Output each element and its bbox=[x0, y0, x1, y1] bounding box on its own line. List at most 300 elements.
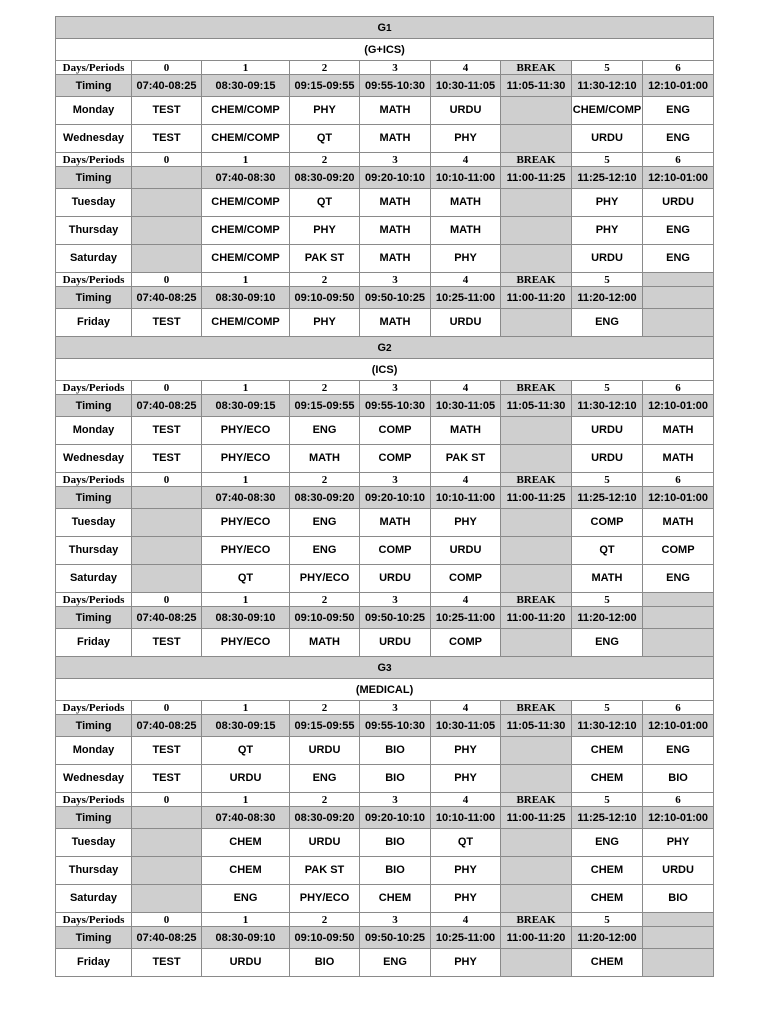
period-number: 6 bbox=[643, 793, 714, 807]
timing-label: Timing bbox=[56, 75, 132, 97]
subject-cell: PHY bbox=[643, 829, 714, 857]
period-number: 4 bbox=[431, 381, 501, 395]
subject-cell bbox=[643, 309, 714, 337]
break-label: BREAK bbox=[501, 273, 572, 287]
day-name: Monday bbox=[56, 737, 132, 765]
subject-cell: MATH bbox=[360, 97, 431, 125]
program-title: (G+ICS) bbox=[56, 39, 714, 61]
break-cell bbox=[501, 189, 572, 217]
days-periods-label: Days/Periods bbox=[56, 793, 132, 807]
day-row bbox=[56, 417, 714, 445]
day-name: Wednesday bbox=[56, 445, 132, 473]
time-slot: 09:15-09:55 bbox=[290, 395, 360, 417]
period-number: 4 bbox=[431, 593, 501, 607]
time-slot: 11:00-11:20 bbox=[501, 607, 572, 629]
timing-label: Timing bbox=[56, 167, 132, 189]
day-name: Tuesday bbox=[56, 829, 132, 857]
days-periods-label: Days/Periods bbox=[56, 153, 132, 167]
subject-cell bbox=[132, 829, 202, 857]
break-cell bbox=[501, 125, 572, 153]
period-number: 1 bbox=[202, 61, 290, 75]
day-row bbox=[56, 765, 714, 793]
period-number: 1 bbox=[202, 913, 290, 927]
subject-cell: MATH bbox=[431, 217, 501, 245]
day-name: Saturday bbox=[56, 565, 132, 593]
period-number: 5 bbox=[572, 61, 643, 75]
group-title-letter: G bbox=[377, 341, 387, 354]
time-slot: 09:10-09:50 bbox=[290, 927, 360, 949]
subject-cell: ENG bbox=[290, 509, 360, 537]
period-number: 2 bbox=[290, 273, 360, 287]
day-name: Thursday bbox=[56, 857, 132, 885]
subject-cell: PHY/ECO bbox=[202, 629, 290, 657]
period-number: 0 bbox=[132, 593, 202, 607]
day-name: Monday bbox=[56, 417, 132, 445]
time-slot: 11:25-12:10 bbox=[572, 167, 643, 189]
group-title bbox=[56, 17, 714, 39]
timing-label: Timing bbox=[56, 715, 132, 737]
time-slot: 11:20-12:00 bbox=[572, 607, 643, 629]
subject-cell: CHEM/COMP bbox=[572, 97, 643, 125]
break-cell bbox=[501, 737, 572, 765]
time-slot: 11:00-11:20 bbox=[501, 287, 572, 309]
periods-row bbox=[56, 593, 714, 607]
subject-cell: PHY bbox=[431, 765, 501, 793]
timing-label: Timing bbox=[56, 395, 132, 417]
period-number: 4 bbox=[431, 913, 501, 927]
timing-row bbox=[56, 607, 714, 629]
period-number: 0 bbox=[132, 793, 202, 807]
break-label: BREAK bbox=[501, 793, 572, 807]
timing-row bbox=[56, 807, 714, 829]
subject-cell: ENG bbox=[643, 125, 714, 153]
subject-cell: BIO bbox=[360, 737, 431, 765]
day-row bbox=[56, 565, 714, 593]
subject-cell: URDU bbox=[202, 949, 290, 977]
timing-row bbox=[56, 75, 714, 97]
period-number: 1 bbox=[202, 701, 290, 715]
timing-label: Timing bbox=[56, 607, 132, 629]
subject-cell: PHY bbox=[431, 885, 501, 913]
time-slot: 12:10-01:00 bbox=[643, 75, 714, 97]
period-number: 0 bbox=[132, 273, 202, 287]
period-number: 1 bbox=[202, 381, 290, 395]
group-title bbox=[56, 657, 714, 679]
time-slot: 11:00-11:25 bbox=[501, 167, 572, 189]
subject-cell: MATH bbox=[360, 245, 431, 273]
subject-cell: PAK ST bbox=[290, 857, 360, 885]
program-title: (MEDICAL) bbox=[56, 679, 714, 701]
period-number: 2 bbox=[290, 61, 360, 75]
period-number bbox=[643, 593, 714, 607]
period-number: 2 bbox=[290, 153, 360, 167]
subject-cell: COMP bbox=[360, 417, 431, 445]
subject-cell: MATH bbox=[643, 445, 714, 473]
time-slot: 10:10-11:00 bbox=[431, 807, 501, 829]
period-number bbox=[643, 913, 714, 927]
time-slot: 11:05-11:30 bbox=[501, 395, 572, 417]
subject-cell: ENG bbox=[643, 565, 714, 593]
time-slot: 07:40-08:25 bbox=[132, 607, 202, 629]
period-number: 6 bbox=[643, 61, 714, 75]
subject-cell: URDU bbox=[572, 417, 643, 445]
subject-cell bbox=[132, 537, 202, 565]
days-periods-label: Days/Periods bbox=[56, 273, 132, 287]
time-slot bbox=[132, 487, 202, 509]
break-cell bbox=[501, 765, 572, 793]
break-cell bbox=[501, 97, 572, 125]
break-label: BREAK bbox=[501, 473, 572, 487]
time-slot: 12:10-01:00 bbox=[643, 167, 714, 189]
subject-cell: MATH bbox=[431, 417, 501, 445]
day-row bbox=[56, 829, 714, 857]
time-slot: 08:30-09:10 bbox=[202, 287, 290, 309]
period-number: 0 bbox=[132, 381, 202, 395]
subject-cell: PHY/ECO bbox=[202, 445, 290, 473]
program-row bbox=[56, 679, 714, 701]
subject-cell bbox=[132, 245, 202, 273]
subject-cell: QT bbox=[202, 737, 290, 765]
period-number: 4 bbox=[431, 473, 501, 487]
time-slot: 10:25-11:00 bbox=[431, 287, 501, 309]
subject-cell: ENG bbox=[290, 417, 360, 445]
group-title-row bbox=[56, 657, 714, 679]
break-label: BREAK bbox=[501, 381, 572, 395]
subject-cell: MATH bbox=[643, 509, 714, 537]
day-row bbox=[56, 217, 714, 245]
time-slot: 10:10-11:00 bbox=[431, 167, 501, 189]
subject-cell: ENG bbox=[290, 765, 360, 793]
subject-cell: COMP bbox=[572, 509, 643, 537]
subject-cell: TEST bbox=[132, 445, 202, 473]
subject-cell: TEST bbox=[132, 309, 202, 337]
subject-cell: MATH bbox=[360, 309, 431, 337]
subject-cell: MATH bbox=[572, 565, 643, 593]
time-slot: 11:00-11:20 bbox=[501, 927, 572, 949]
periods-row bbox=[56, 701, 714, 715]
subject-cell: URDU bbox=[290, 829, 360, 857]
subject-cell: URDU bbox=[643, 857, 714, 885]
day-name: Tuesday bbox=[56, 189, 132, 217]
timing-row bbox=[56, 167, 714, 189]
time-slot: 11:30-12:10 bbox=[572, 715, 643, 737]
break-cell bbox=[501, 509, 572, 537]
period-number: 3 bbox=[360, 793, 431, 807]
period-number: 1 bbox=[202, 793, 290, 807]
time-slot: 12:10-01:00 bbox=[643, 807, 714, 829]
subject-cell: ENG bbox=[643, 97, 714, 125]
day-name: Friday bbox=[56, 949, 132, 977]
subject-cell: CHEM/COMP bbox=[202, 217, 290, 245]
subject-cell: PHY bbox=[290, 309, 360, 337]
period-number: 4 bbox=[431, 701, 501, 715]
subject-cell: CHEM bbox=[572, 949, 643, 977]
subject-cell: MATH bbox=[360, 509, 431, 537]
time-slot: 09:20-10:10 bbox=[360, 487, 431, 509]
break-cell bbox=[501, 629, 572, 657]
break-label: BREAK bbox=[501, 61, 572, 75]
subject-cell bbox=[643, 629, 714, 657]
day-row bbox=[56, 245, 714, 273]
timing-row bbox=[56, 487, 714, 509]
time-slot: 11:25-12:10 bbox=[572, 807, 643, 829]
break-cell bbox=[501, 565, 572, 593]
periods-row bbox=[56, 381, 714, 395]
period-number: 3 bbox=[360, 61, 431, 75]
subject-cell: CHEM bbox=[360, 885, 431, 913]
program-title: (ICS) bbox=[56, 359, 714, 381]
subject-cell: PHY/ECO bbox=[202, 509, 290, 537]
time-slot: 08:30-09:15 bbox=[202, 75, 290, 97]
period-number: 0 bbox=[132, 473, 202, 487]
subject-cell: PHY bbox=[431, 509, 501, 537]
periods-row bbox=[56, 793, 714, 807]
time-slot: 09:50-10:25 bbox=[360, 927, 431, 949]
time-slot: 10:30-11:05 bbox=[431, 75, 501, 97]
periods-row bbox=[56, 473, 714, 487]
day-row bbox=[56, 885, 714, 913]
subject-cell bbox=[132, 189, 202, 217]
time-slot: 11:05-11:30 bbox=[501, 715, 572, 737]
subject-cell: MATH bbox=[360, 189, 431, 217]
day-row bbox=[56, 537, 714, 565]
subject-cell: ENG bbox=[643, 245, 714, 273]
days-periods-label: Days/Periods bbox=[56, 473, 132, 487]
subject-cell: PHY bbox=[431, 857, 501, 885]
break-cell bbox=[501, 829, 572, 857]
subject-cell: CHEM bbox=[202, 829, 290, 857]
subject-cell: PHY bbox=[431, 949, 501, 977]
subject-cell: PHY bbox=[431, 245, 501, 273]
break-cell bbox=[501, 537, 572, 565]
subject-cell: PHY bbox=[431, 125, 501, 153]
period-number: 2 bbox=[290, 473, 360, 487]
subject-cell: QT bbox=[202, 565, 290, 593]
time-slot: 07:40-08:25 bbox=[132, 287, 202, 309]
subject-cell: PHY bbox=[572, 189, 643, 217]
subject-cell: COMP bbox=[431, 565, 501, 593]
days-periods-label: Days/Periods bbox=[56, 61, 132, 75]
subject-cell: PAK ST bbox=[431, 445, 501, 473]
periods-row bbox=[56, 61, 714, 75]
time-slot: 07:40-08:25 bbox=[132, 927, 202, 949]
subject-cell: URDU bbox=[360, 629, 431, 657]
time-slot: 09:55-10:30 bbox=[360, 75, 431, 97]
time-slot: 12:10-01:00 bbox=[643, 715, 714, 737]
time-slot bbox=[643, 927, 714, 949]
subject-cell: CHEM/COMP bbox=[202, 97, 290, 125]
time-slot: 07:40-08:30 bbox=[202, 167, 290, 189]
subject-cell: COMP bbox=[360, 445, 431, 473]
period-number: 2 bbox=[290, 701, 360, 715]
time-slot: 11:30-12:10 bbox=[572, 75, 643, 97]
period-number: 3 bbox=[360, 153, 431, 167]
subject-cell: QT bbox=[290, 125, 360, 153]
subject-cell: URDU bbox=[431, 97, 501, 125]
subject-cell: PHY bbox=[572, 217, 643, 245]
subject-cell bbox=[132, 857, 202, 885]
time-slot bbox=[643, 607, 714, 629]
period-number: 4 bbox=[431, 61, 501, 75]
day-name: Thursday bbox=[56, 537, 132, 565]
subject-cell: PAK ST bbox=[290, 245, 360, 273]
period-number: 4 bbox=[431, 153, 501, 167]
subject-cell: ENG bbox=[202, 885, 290, 913]
break-label: BREAK bbox=[501, 913, 572, 927]
day-row bbox=[56, 857, 714, 885]
subject-cell: TEST bbox=[132, 949, 202, 977]
break-label: BREAK bbox=[501, 153, 572, 167]
subject-cell: URDU bbox=[202, 765, 290, 793]
day-row bbox=[56, 949, 714, 977]
time-slot: 09:15-09:55 bbox=[290, 75, 360, 97]
days-periods-label: Days/Periods bbox=[56, 913, 132, 927]
break-label: BREAK bbox=[501, 701, 572, 715]
subject-cell: ENG bbox=[643, 217, 714, 245]
day-name: Friday bbox=[56, 629, 132, 657]
time-slot: 09:55-10:30 bbox=[360, 715, 431, 737]
day-name: Saturday bbox=[56, 885, 132, 913]
period-number: 5 bbox=[572, 153, 643, 167]
group-title-row bbox=[56, 337, 714, 359]
timing-label: Timing bbox=[56, 927, 132, 949]
break-cell bbox=[501, 949, 572, 977]
group-title bbox=[56, 337, 714, 359]
break-cell bbox=[501, 857, 572, 885]
subject-cell: PHY bbox=[290, 217, 360, 245]
subject-cell bbox=[643, 949, 714, 977]
subject-cell: QT bbox=[572, 537, 643, 565]
period-number: 2 bbox=[290, 381, 360, 395]
period-number: 3 bbox=[360, 473, 431, 487]
break-cell bbox=[501, 417, 572, 445]
break-cell bbox=[501, 885, 572, 913]
time-slot: 11:30-12:10 bbox=[572, 395, 643, 417]
subject-cell: PHY/ECO bbox=[202, 417, 290, 445]
subject-cell: TEST bbox=[132, 125, 202, 153]
periods-row bbox=[56, 153, 714, 167]
day-row bbox=[56, 309, 714, 337]
time-slot: 11:00-11:25 bbox=[501, 487, 572, 509]
break-label: BREAK bbox=[501, 593, 572, 607]
days-periods-label: Days/Periods bbox=[56, 593, 132, 607]
period-number: 3 bbox=[360, 701, 431, 715]
subject-cell: CHEM bbox=[572, 765, 643, 793]
period-number: 3 bbox=[360, 913, 431, 927]
timing-row bbox=[56, 927, 714, 949]
day-name: Saturday bbox=[56, 245, 132, 273]
timetable bbox=[55, 16, 714, 977]
subject-cell: QT bbox=[431, 829, 501, 857]
time-slot: 08:30-09:20 bbox=[290, 807, 360, 829]
subject-cell: CHEM bbox=[202, 857, 290, 885]
program-row bbox=[56, 359, 714, 381]
subject-cell: COMP bbox=[431, 629, 501, 657]
subject-cell: TEST bbox=[132, 97, 202, 125]
period-number: 2 bbox=[290, 913, 360, 927]
subject-cell bbox=[132, 885, 202, 913]
subject-cell: ENG bbox=[360, 949, 431, 977]
subject-cell: MATH bbox=[643, 417, 714, 445]
group-title-row bbox=[56, 17, 714, 39]
subject-cell: CHEM/COMP bbox=[202, 245, 290, 273]
day-name: Thursday bbox=[56, 217, 132, 245]
subject-cell: ENG bbox=[572, 309, 643, 337]
time-slot: 09:10-09:50 bbox=[290, 607, 360, 629]
group-title-letter: G bbox=[377, 21, 387, 34]
subject-cell: BIO bbox=[643, 885, 714, 913]
subject-cell: CHEM/COMP bbox=[202, 125, 290, 153]
break-cell bbox=[501, 309, 572, 337]
period-number: 1 bbox=[202, 473, 290, 487]
period-number: 1 bbox=[202, 153, 290, 167]
subject-cell: TEST bbox=[132, 629, 202, 657]
subject-cell: URDU bbox=[572, 445, 643, 473]
subject-cell: MATH bbox=[290, 629, 360, 657]
break-cell bbox=[501, 445, 572, 473]
day-name: Wednesday bbox=[56, 765, 132, 793]
group-title-number: 3 bbox=[386, 662, 392, 674]
days-periods-label: Days/Periods bbox=[56, 701, 132, 715]
time-slot bbox=[643, 287, 714, 309]
day-name: Tuesday bbox=[56, 509, 132, 537]
subject-cell: CHEM bbox=[572, 885, 643, 913]
subject-cell bbox=[132, 565, 202, 593]
subject-cell: ENG bbox=[643, 737, 714, 765]
subject-cell: URDU bbox=[360, 565, 431, 593]
subject-cell: URDU bbox=[431, 309, 501, 337]
day-row bbox=[56, 445, 714, 473]
time-slot: 08:30-09:10 bbox=[202, 927, 290, 949]
time-slot: 09:55-10:30 bbox=[360, 395, 431, 417]
time-slot bbox=[132, 167, 202, 189]
subject-cell: PHY/ECO bbox=[290, 565, 360, 593]
time-slot: 07:40-08:30 bbox=[202, 807, 290, 829]
time-slot: 07:40-08:30 bbox=[202, 487, 290, 509]
time-slot: 10:30-11:05 bbox=[431, 715, 501, 737]
group-title-number: 1 bbox=[386, 22, 392, 34]
time-slot: 07:40-08:25 bbox=[132, 715, 202, 737]
period-number: 0 bbox=[132, 701, 202, 715]
period-number: 3 bbox=[360, 381, 431, 395]
period-number: 0 bbox=[132, 153, 202, 167]
subject-cell: TEST bbox=[132, 765, 202, 793]
timing-row bbox=[56, 287, 714, 309]
period-number: 3 bbox=[360, 593, 431, 607]
subject-cell: PHY/ECO bbox=[290, 885, 360, 913]
period-number: 1 bbox=[202, 273, 290, 287]
subject-cell: BIO bbox=[290, 949, 360, 977]
period-number: 2 bbox=[290, 793, 360, 807]
time-slot: 09:10-09:50 bbox=[290, 287, 360, 309]
subject-cell: URDU bbox=[572, 245, 643, 273]
time-slot: 11:20-12:00 bbox=[572, 287, 643, 309]
time-slot: 08:30-09:10 bbox=[202, 607, 290, 629]
period-number: 5 bbox=[572, 701, 643, 715]
subject-cell: MATH bbox=[360, 217, 431, 245]
time-slot: 09:50-10:25 bbox=[360, 287, 431, 309]
day-name: Wednesday bbox=[56, 125, 132, 153]
period-number: 0 bbox=[132, 913, 202, 927]
days-periods-label: Days/Periods bbox=[56, 381, 132, 395]
period-number: 1 bbox=[202, 593, 290, 607]
period-number: 6 bbox=[643, 473, 714, 487]
program-row bbox=[56, 39, 714, 61]
time-slot: 10:25-11:00 bbox=[431, 607, 501, 629]
period-number: 5 bbox=[572, 381, 643, 395]
day-name: Friday bbox=[56, 309, 132, 337]
time-slot: 11:00-11:25 bbox=[501, 807, 572, 829]
